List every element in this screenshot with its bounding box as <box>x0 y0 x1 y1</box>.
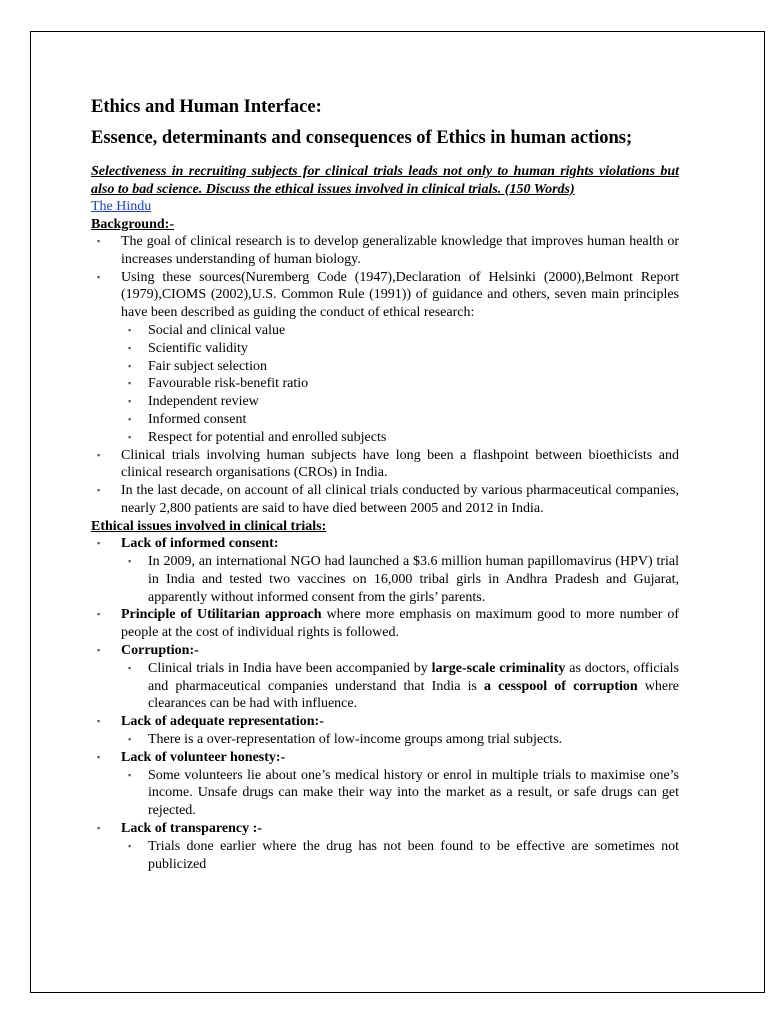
transparency-sublist <box>121 838 679 874</box>
principle-item: ▪ Scientific validity <box>121 340 679 358</box>
list-item <box>91 749 679 820</box>
principle-item: ▪ Independent review <box>121 393 679 411</box>
representation-heading: Lack of adequate representation:- <box>121 714 324 730</box>
issues-list <box>91 535 679 873</box>
document-content <box>91 96 679 873</box>
list-item: ▪ Clinical trials involving human subjects have long been a flashpoint between bioethicists and clinical research organisations (CROs) in India. <box>91 447 679 483</box>
principle-item: ▪ Respect for potential and enrolled subjects <box>121 429 679 447</box>
corruption-part: Clinical trials in India have been accompanied by <box>148 660 432 676</box>
list-item: ▪ In the last decade, on account of all clinical trials conducted by various pharmaceutical companies, nearly 2,800 patients are said to have died between 2005 and 2012 in India. <box>91 482 679 518</box>
principle-item: ▪ Fair subject selection <box>121 358 679 376</box>
consent-sublist <box>121 553 679 606</box>
consent-heading: Lack of informed consent: <box>121 536 279 552</box>
representation-sublist <box>121 731 679 749</box>
consent-text: ▪ In 2009, an international NGO had launched a $3.6 million human papillomavirus (HPV) trial in India and tested two vaccines on 16,000 tribal girls in Andhra Pradesh and Gujarat, apparently without informed consent from the girls’ parents. <box>121 553 679 606</box>
corruption-bold: large-scale criminality <box>431 660 566 676</box>
corruption-sublist <box>121 660 679 713</box>
corruption-heading: Corruption:- <box>121 643 199 659</box>
principle-item: ▪ Favourable risk-benefit ratio <box>121 375 679 393</box>
list-item <box>91 606 679 642</box>
honesty-text: ▪ Some volunteers lie about one’s medical history or enrol in multiple trials to maximise one’s income. Unsafe drugs can make their way into the market as a result, or safe drugs can get rejected. <box>121 767 679 820</box>
document-title: Ethics and Human Interface: <box>91 97 322 117</box>
background-list <box>91 233 679 518</box>
corruption-bold: a cesspool of corruption <box>484 678 638 694</box>
list-item <box>91 820 679 873</box>
corruption-part: where clearances can be had with influence. <box>148 678 680 712</box>
principle-item: ▪ Informed consent <box>121 411 679 429</box>
issues-heading: Ethical issues involved in clinical trials: <box>91 518 327 534</box>
document-page <box>30 31 765 993</box>
list-item <box>91 713 679 749</box>
transparency-heading: Lack of transparency :- <box>121 821 262 836</box>
background-heading: Background:- <box>91 216 174 232</box>
principle-item: ▪ Social and clinical value <box>121 322 679 340</box>
representation-text: ▪ There is a over-representation of low-income groups among trial subjects. <box>121 731 679 749</box>
document-subtitle: Essence, determinants and consequences of Ethics in human actions; <box>91 128 633 148</box>
corruption-part: as doctors, officials and pharmaceutical companies understand that India is <box>148 660 679 694</box>
source-link[interactable]: The Hindu <box>91 199 152 214</box>
list-item-text: Using these sources(Nuremberg Code (1947),Declaration of Helsinki (2000),Belmont Report (1979),CIOMS (2002),U.S. Common Rule (1991)) of guidance and others, seven main principles have been described as guiding the conduct of ethical research: <box>121 269 679 321</box>
honesty-heading: Lack of volunteer honesty:- <box>121 749 286 765</box>
list-item <box>91 269 679 447</box>
list-item: ▪ The goal of clinical research is to develop generalizable knowledge that improves human health or increases understanding of human biology. <box>91 233 679 269</box>
principles-list <box>121 322 679 447</box>
list-item <box>91 535 679 606</box>
transparency-text: ▪ Trials done earlier where the drug has not been found to be effective are sometimes not publicized <box>121 838 679 874</box>
utilitarian-bold: Principle of Utilitarian approach <box>121 607 322 623</box>
list-item <box>91 642 679 713</box>
honesty-sublist <box>121 767 679 820</box>
utilitarian-text: where more emphasis on maximum good to more number of people at the cost of individual rights is followed. <box>121 607 679 641</box>
question-text: Selectiveness in recruiting subjects for clinical trials leads not only to human rights violations but also to bad science. Discuss the ethical issues involved in clinical trials. (150 Words) <box>91 164 679 197</box>
corruption-text <box>121 660 679 713</box>
